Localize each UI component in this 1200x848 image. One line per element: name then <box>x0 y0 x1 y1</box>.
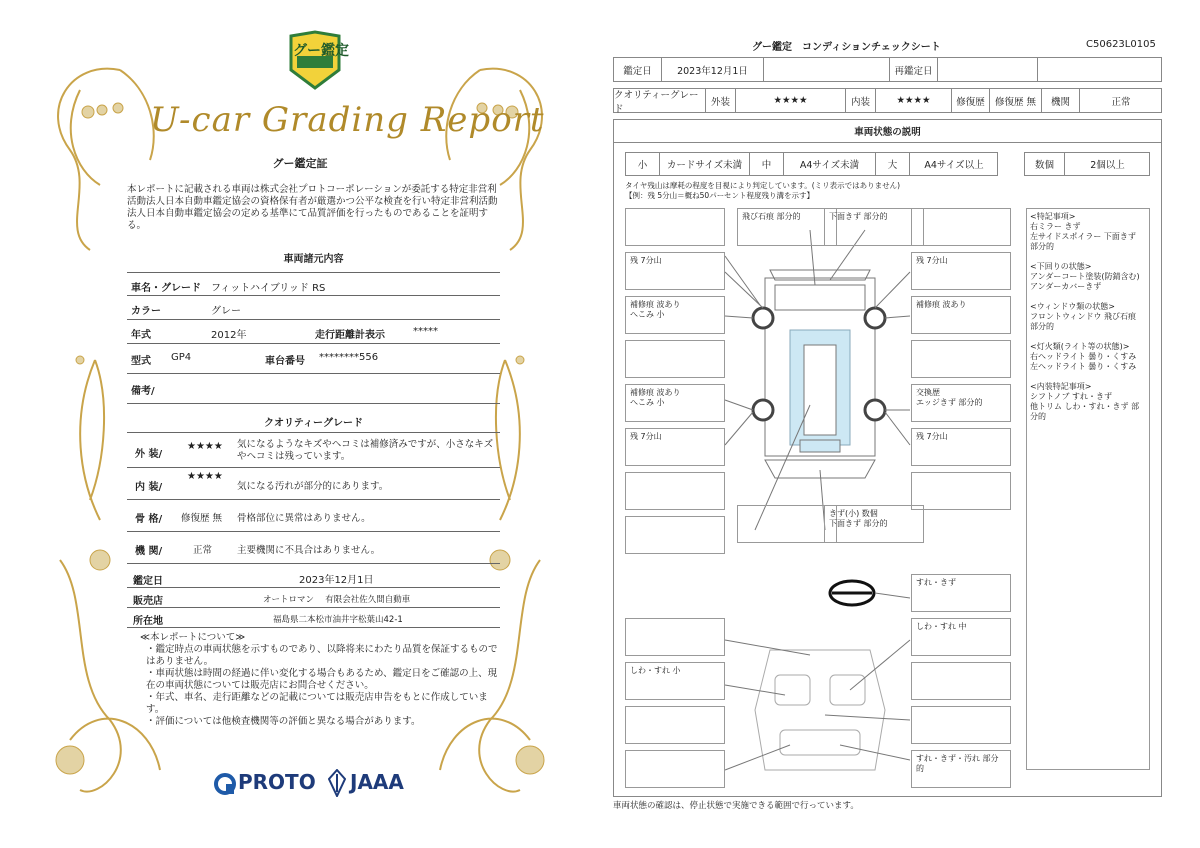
interior-label: 内 装/ <box>135 482 163 493</box>
callout-left-rear-door: 補修痕 波あり へこみ 小 <box>625 384 725 422</box>
callout-empty <box>625 750 725 788</box>
size-legend <box>625 152 998 176</box>
size-small-desc: カードサイズ未満 <box>660 153 750 175</box>
callout-empty <box>625 618 725 656</box>
history-label: 修復歴 <box>952 89 990 112</box>
exterior-text: 気になるようなキズやヘコミは補修済みですが、小さなキズやヘコミは残っています。 <box>237 439 494 462</box>
reinspect-label: 再鑑定日 <box>890 58 938 81</box>
count-label: 数個 <box>1025 153 1065 175</box>
reinspect-value <box>938 58 1038 81</box>
frame-label: 骨 格/ <box>135 514 163 525</box>
color-label: カラー <box>131 306 161 317</box>
date-label: 鑑定日 <box>133 576 163 587</box>
callout-steering: すれ・きず <box>911 574 1011 612</box>
brand-proto: PROTO <box>238 770 316 794</box>
spec-section-title: 車両諸元内容 <box>283 254 344 265</box>
history-value: 修復歴 無 <box>990 89 1042 112</box>
note-item: ・評価については他検査機関等の評価と異なる場合があります。 <box>146 716 421 727</box>
chassis-label: 車台番号 <box>265 356 305 367</box>
report-notes <box>140 632 500 728</box>
engine-text: 主要機関に不具合はありません。 <box>237 545 381 556</box>
summary-line: 右ミラー きず <box>1030 222 1081 231</box>
date-table <box>613 57 1162 82</box>
dealer-row <box>127 588 500 608</box>
callout-empty <box>911 472 1011 510</box>
callout-windshield: 飛び石痕 部分的 <box>737 208 837 246</box>
interior-label: 内装 <box>846 89 876 112</box>
certificate-title: グー鑑定証 <box>272 157 328 170</box>
note-item: ・年式、車名、走行距離などの記載については販売店申告をもとに作成しています。 <box>146 692 488 715</box>
remarks-label: 備考/ <box>131 386 155 397</box>
count-legend <box>1024 152 1150 176</box>
quality-section-title: クオリティーグレード <box>264 418 363 429</box>
date-label: 鑑定日 <box>614 58 662 81</box>
callout-empty <box>911 662 1011 700</box>
year-label: 年式 <box>131 330 151 341</box>
size-mid: 中 <box>750 153 784 175</box>
callout-empty <box>625 472 725 510</box>
frame-value: 修復歴 無 <box>181 513 223 524</box>
mileage-label: 走行距離計表示 <box>315 330 385 341</box>
mileage-value: ***** <box>413 326 438 337</box>
grade-table <box>613 88 1162 113</box>
size-large-desc: A4サイズ以上 <box>924 160 984 171</box>
spec-row-name <box>127 272 500 296</box>
name-value: フィットハイブリッド RS <box>211 283 326 294</box>
summary-heading: <下回りの状態> <box>1030 262 1092 271</box>
quality-row-exterior <box>127 432 500 468</box>
summary-line: アンダーカバーきず <box>1030 282 1102 291</box>
engine-label: 機 関/ <box>135 546 163 557</box>
address-value: 福島県二本松市油井字松葉山42-1 <box>273 615 403 625</box>
logo-text: グー鑑定 <box>293 43 349 59</box>
callout-driver-seat: しわ・すれ 中 <box>911 618 1011 656</box>
note-item: ・鑑定時点の車両状態を示すものであり、以降将来にわたり品質を保証するものではありません。 <box>146 644 498 667</box>
goo-kantei-logo <box>287 30 343 90</box>
size-mid-desc: A4サイズ未満 <box>784 153 876 175</box>
sheet-id: C50623L0105 <box>1086 39 1156 50</box>
sheet-footer: 車両状態の確認は、停止状態で実施できる範囲で行っています。 <box>613 801 859 811</box>
summary-line: 部分的 <box>1030 242 1054 251</box>
callout-rear-bumper: きず(小) 数個 下面きず 部分的 <box>824 505 924 543</box>
tire-note-2: 【例：残 5分山＝概ね50パーセント程度残り溝を示す】 <box>625 191 815 200</box>
proto-logo-icon <box>214 772 236 796</box>
quality-row-interior <box>127 468 500 500</box>
script-title: U-car Grading Report <box>150 100 545 140</box>
chassis-value: ********556 <box>319 352 379 363</box>
callout-tire-fr: 残 7分山 <box>911 252 1011 290</box>
address-label: 所在地 <box>133 616 163 627</box>
tire-note-1: タイヤ残山は摩耗の程度を目視により判定しています。(ミリ表示ではありません) <box>625 181 901 190</box>
exterior-stars: ★★★★ <box>187 441 223 452</box>
callout-front-under: 下面きず 部分的 <box>824 208 924 246</box>
callout-passenger-seat: しわ・すれ 小 <box>625 662 725 700</box>
callout-tire-rl: 残 7分山 <box>625 428 725 466</box>
callout-left-front-door: 補修痕 波あり へこみ 小 <box>625 296 725 334</box>
date-value: 2023年12月1日 <box>299 575 374 586</box>
size-small: 小 <box>626 153 660 175</box>
engine-label: 機関 <box>1042 89 1080 112</box>
summary-line: アンダーコート塗装(防錆含む) <box>1030 272 1140 281</box>
summary-line: 他トリム しわ・すれ・きず 部分的 <box>1030 402 1140 421</box>
callout-empty <box>911 706 1011 744</box>
color-value: グレー <box>211 306 241 317</box>
dealer-value: オートロマン 有限会社佐久間自動車 <box>263 595 411 605</box>
callout-empty <box>737 505 837 543</box>
callout-tire-fl: 残 7分山 <box>625 252 725 290</box>
exterior-stars: ★★★★ <box>736 89 846 112</box>
quality-row-frame <box>127 500 500 532</box>
spec-row-year <box>127 320 500 344</box>
address-row <box>127 608 500 628</box>
notes-title: ≪本レポートについて≫ <box>140 632 246 643</box>
name-label: 車名・グレード <box>131 283 201 294</box>
interior-stars: ★★★★ <box>876 89 952 112</box>
condition-title: 車両状態の説明 <box>613 119 1162 143</box>
summary-heading: <特記事項> <box>1030 212 1076 221</box>
date-value: 2023年12月1日 <box>662 58 764 81</box>
date-spacer <box>764 58 890 81</box>
spec-row-model <box>127 344 500 374</box>
engine-value: 正常 <box>193 545 213 556</box>
summary-line: 右ヘッドライト 曇り・くすみ <box>1030 352 1137 361</box>
callout-empty <box>625 208 725 246</box>
summary-heading: <ウィンドウ類の状態> <box>1030 302 1115 311</box>
jaaa-logo-icon <box>328 769 346 797</box>
summary-line: シフトノブ すれ・きず <box>1030 392 1113 401</box>
note-item: ・車両状態は時間の経過に伴い変化する場合もあるため、鑑定日をご確認の上、現在の車両状態については販売店にお問合せください。 <box>146 668 498 691</box>
callout-empty <box>911 208 1011 246</box>
interior-text: 気になる汚れが部分的にあります。 <box>237 481 389 492</box>
exterior-label: 外 装/ <box>135 449 163 460</box>
summary-line: フロントウィンドウ 飛び石痕 部分的 <box>1030 312 1137 331</box>
spec-row-remarks <box>127 374 500 404</box>
engine-value: 正常 <box>1111 96 1131 108</box>
callout-empty <box>625 706 725 744</box>
frame-text: 骨格部位に異常はありません。 <box>237 513 371 524</box>
callout-rear-seat: すれ・きず・汚れ 部分的 <box>911 750 1011 788</box>
callout-empty <box>625 516 725 554</box>
year-value: 2012年 <box>211 330 247 341</box>
model-label: 型式 <box>131 356 151 367</box>
certificate-intro: 本レポートに記載される車両は株式会社プロトコーポレーションが委託する特定非営利活動法人日本自動車鑑定協会の資格保有者が厳選かつ公平な検査を行い特定非営利活動法人日本自動車鑑定協会の定める基準にて品質評価を行ったものであることを証明する。 <box>127 184 498 231</box>
sheet-title: グー鑑定 コンディションチェックシート <box>752 42 941 53</box>
callout-right-rear: 交換歴 エッジきず 部分的 <box>911 384 1011 422</box>
model-value: GP4 <box>171 352 192 363</box>
summary-line: 左ヘッドライト 曇り・くすみ <box>1030 362 1137 371</box>
date-row <box>127 568 500 588</box>
exterior-label: 外装 <box>706 89 736 112</box>
dealer-label: 販売店 <box>133 596 163 607</box>
quality-label: クオリティーグレード <box>614 89 706 112</box>
spec-row-color <box>127 296 500 320</box>
callout-empty <box>625 340 725 378</box>
callout-empty <box>911 340 1011 378</box>
interior-stars: ★★★★ <box>187 471 223 482</box>
summary-heading: <灯火類(ライト等の状態)> <box>1030 342 1130 351</box>
callout-right-front-door: 補修痕 波あり <box>911 296 1011 334</box>
condition-summary <box>1026 208 1150 770</box>
callout-tire-rr: 残 7分山 <box>911 428 1011 466</box>
summary-heading: <内装特記事項> <box>1030 382 1092 391</box>
count-desc: 2個以上 <box>1090 160 1125 171</box>
size-large: 大 <box>876 153 910 175</box>
summary-line: 左サイドスポイラー 下面きず <box>1030 232 1136 241</box>
brand-jaaa: JAAA <box>350 770 404 794</box>
quality-row-engine <box>127 532 500 564</box>
